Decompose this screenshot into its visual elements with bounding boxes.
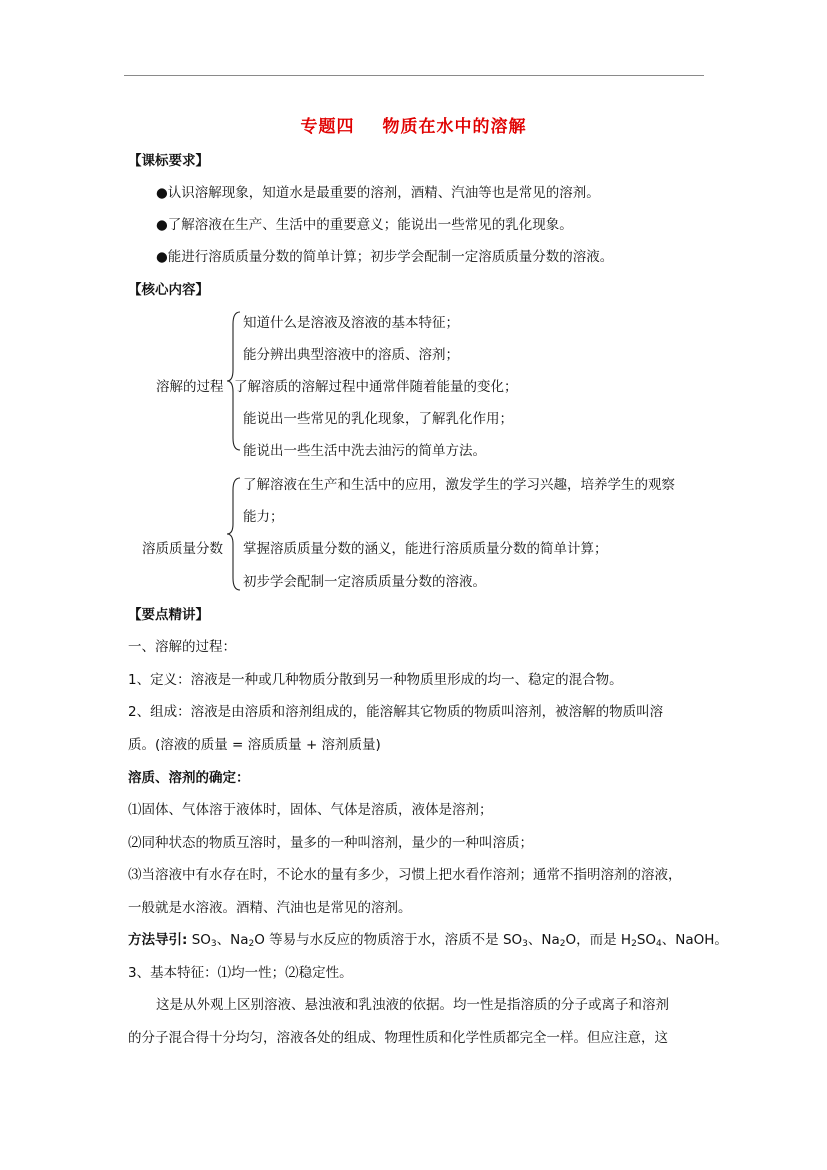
composition-text: 质。(溶液的质量 = 溶质质量 + 溶剂质量) [128,737,381,753]
section-heading: 一、溶解的过程： [128,639,236,655]
key-points-heading: 【要点精讲】 [128,607,209,623]
brace-group-2 [226,476,242,592]
standards-item: ●认识溶解现象，知道水是最重要的溶剂，酒精、汽油等也是常见的溶剂。 [156,185,600,201]
composition-text: 2、组成：溶液是由溶质和溶剂组成的，能溶解其它物质的物质叫溶剂，被溶解的物质叫溶 [128,704,664,720]
title-topic-name: 物质在水中的溶解 [382,117,527,137]
method-label: 方法导引: [128,932,188,948]
determine-item: ⑵同种状态的物质互溶时，量多的一种叫溶剂，量少的一种叫溶质； [128,835,533,851]
core-group-2-item: 了解溶液在生产和生活中的应用，激发学生的学习兴趣，培养学生的观察 [243,477,675,493]
determine-heading: 溶质、溶剂的确定： [128,770,250,786]
core-heading: 【核心内容】 [128,282,209,298]
core-group-1-item: 能说出一些常见的乳化现象，了解乳化作用； [243,411,513,427]
core-group-1-item: 知道什么是溶液及溶液的基本特征； [243,315,459,331]
paragraph-text: 的分子混合得十分均匀，溶液各处的组成、物理性质和化学性质都完全一样。但应注意，这 [128,1030,668,1046]
paragraph-text: 这是从外观上区别溶液、悬浊液和乳浊液的依据。均一性是指溶质的分子或离子和溶剂 [156,997,669,1013]
core-group-1-label: 溶解的过程 [156,379,224,395]
core-group-1-item: 能说出一些生活中洗去油污的简单方法。 [243,443,486,459]
core-group-2-item: 掌握溶质质量分数的涵义，能进行溶质质量分数的简单计算； [243,541,608,557]
standards-item: ●能进行溶质质量分数的简单计算；初步学会配制一定溶质质量分数的溶液。 [156,249,614,265]
core-group-2-label: 溶质质量分数 [142,541,223,557]
core-group-2-item: 能力； [243,509,284,525]
standards-item: ●了解溶液在生产、生活中的重要意义；能说出一些常见的乳化现象。 [156,217,573,233]
title-topic-number: 专题四 [300,117,355,137]
determine-item: ⑶当溶液中有水存在时，不论水的量有多少，习惯上把水看作溶剂；通常不指明溶剂的溶液， [128,867,682,883]
method-guide: 方法导引: $SO_3$、$Na_2O$ 等易与水反应的物质溶于水，溶质不是 $SO_3$、$Na_2O$，而是 $H_2SO_4$、NaOH。 [128,932,728,949]
definition-text: 1、定义：溶液是一种或几种物质分散到另一种物质里形成的均一、稳定的混合物。 [128,672,623,688]
standards-heading: 【课标要求】 [128,153,209,169]
feature-text: 3、基本特征：⑴均一性；⑵稳定性。 [128,965,353,981]
core-group-2-item: 初步学会配制一定溶质质量分数的溶液。 [243,574,486,590]
core-group-1-item: 能分辨出典型溶液中的溶质、溶剂； [243,347,459,363]
core-group-1-item: 了解溶质的溶解过程中通常伴随着能量的变化； [234,379,518,395]
header-rule [124,75,704,76]
page-title [0,112,827,137]
determine-item: ⑴固体、气体溶于液体时，固体、气体是溶质，液体是溶剂； [128,802,493,818]
determine-item: 一般就是水溶液。酒精、汽油也是常见的溶剂。 [128,900,412,916]
